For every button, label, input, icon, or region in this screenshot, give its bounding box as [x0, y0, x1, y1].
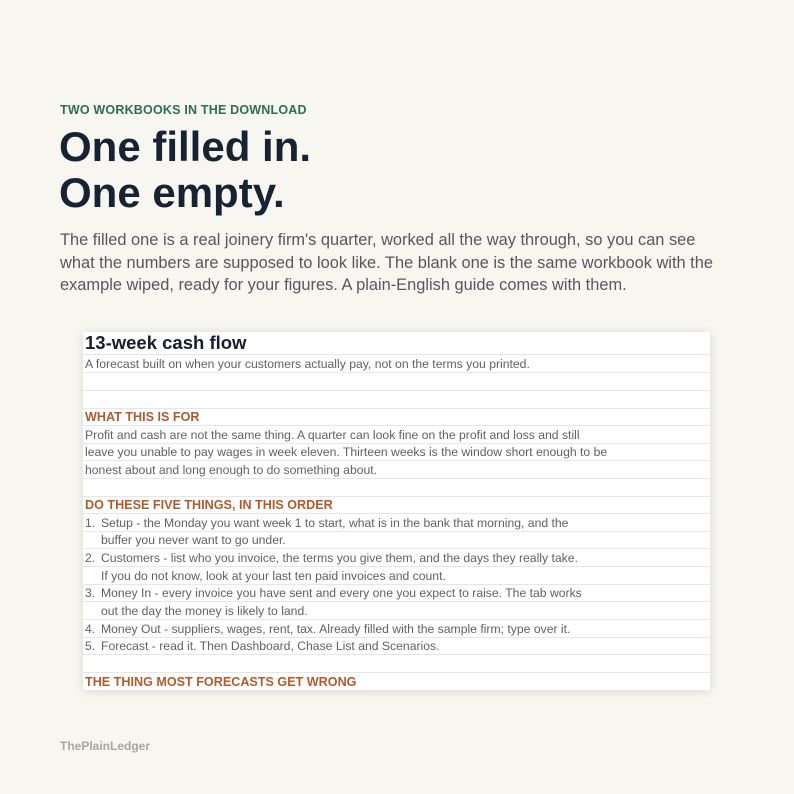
step-text: Money In - every invoice you have sent and every one you expect to raise. The tab works — [101, 586, 582, 600]
intro-paragraph: The filled one is a real joinery firm's quarter, worked all the way through, so you can see what the numbers are supposed to look like. The blank one is the same workbook with the example wiped, ready for your figures. A plain-English guide comes with them. — [60, 231, 713, 294]
blank-row — [83, 391, 710, 409]
step-continuation-row — [83, 602, 710, 620]
step-continuation-row — [83, 532, 710, 549]
sheet-subtitle-row — [83, 355, 710, 373]
step-text: Setup - the Monday you want week 1 to start, what is in the bank that morning, and the — [101, 516, 569, 530]
step-row — [83, 549, 710, 567]
brand-footer: ThePlainLedger — [60, 739, 151, 753]
step-continuation: If you do not know, look at your last ten paid invoices and count. — [101, 569, 446, 583]
step-number: 5. — [85, 639, 96, 653]
step-text: Customers - list who you invoice, the terms you give them, and the days they really take. — [101, 551, 578, 565]
blank-row — [83, 373, 710, 391]
section-heading-forecasts-wrong: THE THING MOST FORECASTS GET WRONG — [85, 675, 357, 689]
step-number: 3. — [85, 586, 96, 600]
sheet-title-row — [83, 332, 710, 355]
headline-line-2: One empty. — [59, 169, 285, 216]
body-line: leave you unable to pay wages in week eleven. Thirteen weeks is the window short enough to be — [85, 445, 608, 459]
text-row — [83, 426, 710, 444]
step-row — [83, 638, 710, 655]
sheet-title: 13-week cash flow — [85, 332, 247, 353]
step-row — [83, 620, 710, 638]
eyebrow-label: TWO WORKBOOKS IN THE DOWNLOAD — [60, 103, 307, 117]
step-text: Forecast - read it. Then Dashboard, Chase List and Scenarios. — [101, 639, 440, 653]
text-row — [83, 461, 710, 479]
section-heading-row — [83, 497, 710, 514]
sheet-subtitle: A forecast built on when your customers actually pay, not on the terms you printed. — [85, 357, 530, 371]
step-line — [85, 622, 570, 637]
step-row — [83, 585, 710, 602]
step-line — [85, 586, 582, 601]
step-row — [83, 514, 710, 532]
step-continuation: out the day the money is likely to land. — [101, 604, 308, 618]
step-line — [85, 551, 578, 566]
section-heading-what-for: WHAT THIS IS FOR — [85, 410, 200, 424]
step-continuation-row — [83, 567, 710, 585]
text-row — [83, 444, 710, 461]
step-number: 2. — [85, 551, 96, 565]
blank-row — [83, 479, 710, 497]
blank-row — [83, 655, 710, 673]
headline-line-1: One filled in. — [59, 123, 312, 170]
step-line — [85, 639, 440, 654]
section-heading-row — [83, 409, 710, 426]
section-heading-five-things: DO THESE FIVE THINGS, IN THIS ORDER — [85, 498, 333, 512]
headline — [59, 124, 311, 216]
step-number: 1. — [85, 516, 96, 530]
step-line — [85, 516, 568, 531]
section-heading-row — [83, 673, 710, 690]
step-text: Money Out - suppliers, wages, rent, tax. Already filled with the sample firm; type over it. — [101, 622, 571, 636]
step-number: 4. — [85, 622, 96, 636]
step-continuation: buffer you never want to go under. — [101, 533, 286, 547]
body-line: Profit and cash are not the same thing. A quarter can look fine on the profit and loss and still — [85, 428, 580, 442]
body-line: honest about and long enough to do something about. — [85, 463, 378, 477]
spreadsheet-preview — [83, 332, 710, 690]
